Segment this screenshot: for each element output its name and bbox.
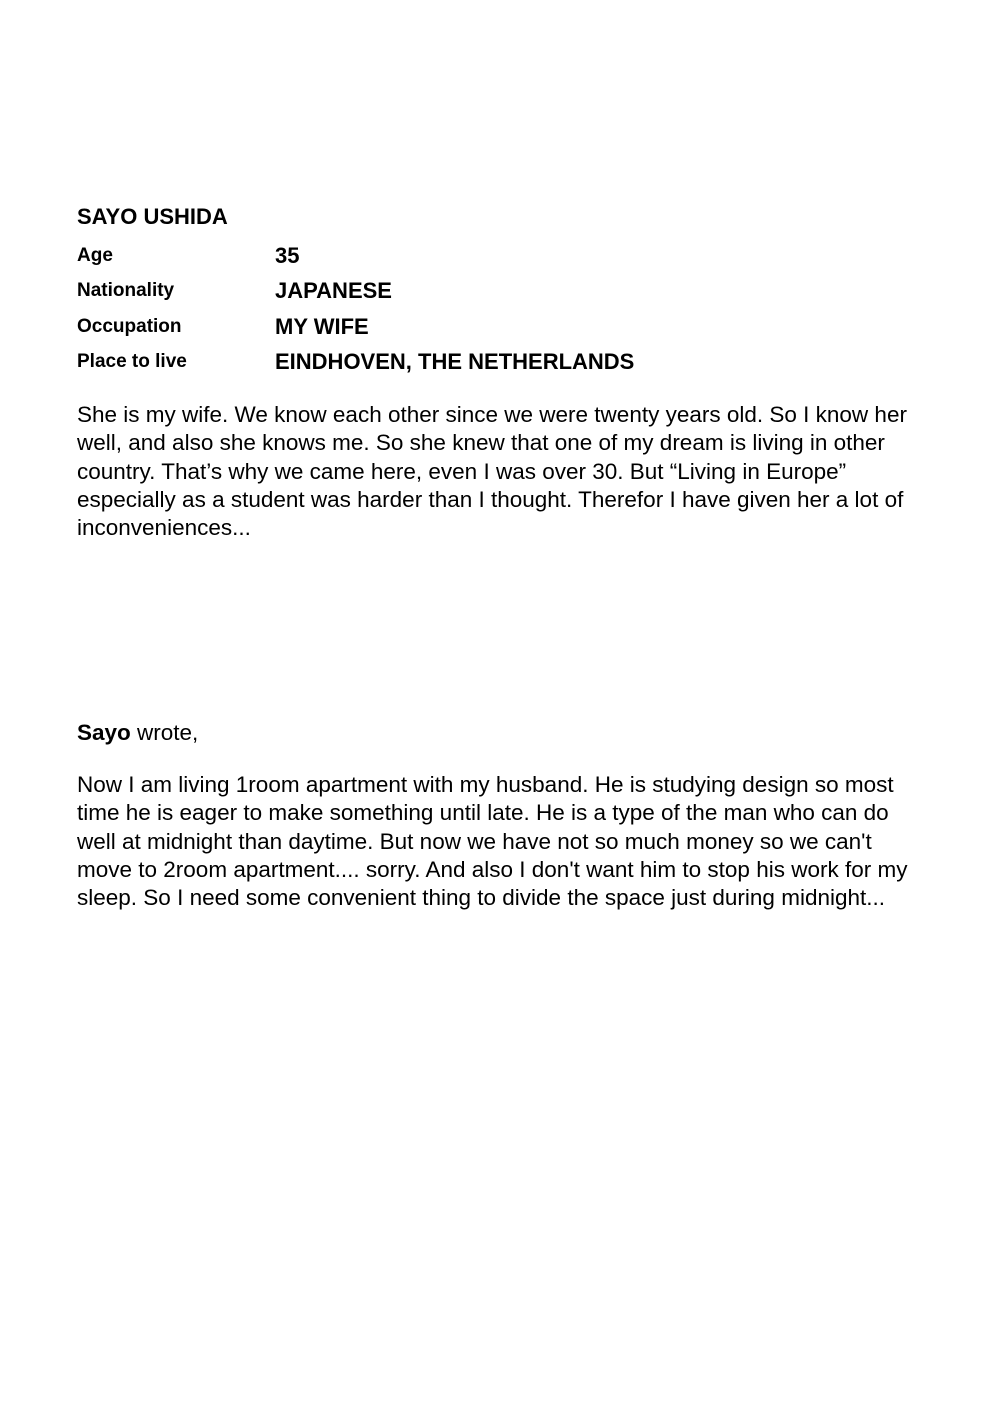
nationality-value: JAPANESE — [275, 278, 392, 304]
profile-table — [77, 238, 937, 380]
nationality-label: Nationality — [77, 280, 175, 302]
profile-row-occupation — [77, 309, 937, 345]
quote-author: Sayo — [77, 720, 131, 745]
profile-row-nationality — [77, 274, 937, 310]
bio-paragraph: She is my wife. We know each other since we were twenty years old. So I know her well, and also she knows me. So she knew that one of my dream is living in other country. That’s why we came here, even I was over 30. But “Living in Europe” especially as a student was harder than I thought. Therefor I have given her a lot of inconveniences... — [77, 402, 907, 541]
age-value: 35 — [275, 242, 300, 268]
age-label: Age — [77, 244, 113, 266]
quote-paragraph: Now I am living 1room apartment with my husband. He is studying design so most time he is eager to make something until late. He is a type of the man who can do well at midnight than daytime. But now we have not so much money so we can't move to 2room apartment.... sorry. And also I don't want him to stop his work for my sleep. So I need some convenient thing to divide the space just during midnight... — [77, 772, 908, 911]
occupation-label: Occupation — [77, 315, 182, 337]
quote-attribution — [77, 719, 198, 747]
place-label: Place to live — [77, 351, 187, 373]
place-value: EINDHOVEN, THE NETHERLANDS — [275, 349, 635, 375]
person-name: SAYO USHIDA — [77, 204, 228, 229]
profile-row-place — [77, 345, 937, 381]
occupation-value: MY WIFE — [275, 313, 369, 339]
profile-row-age — [77, 238, 937, 274]
quote-verb: wrote, — [130, 720, 199, 745]
